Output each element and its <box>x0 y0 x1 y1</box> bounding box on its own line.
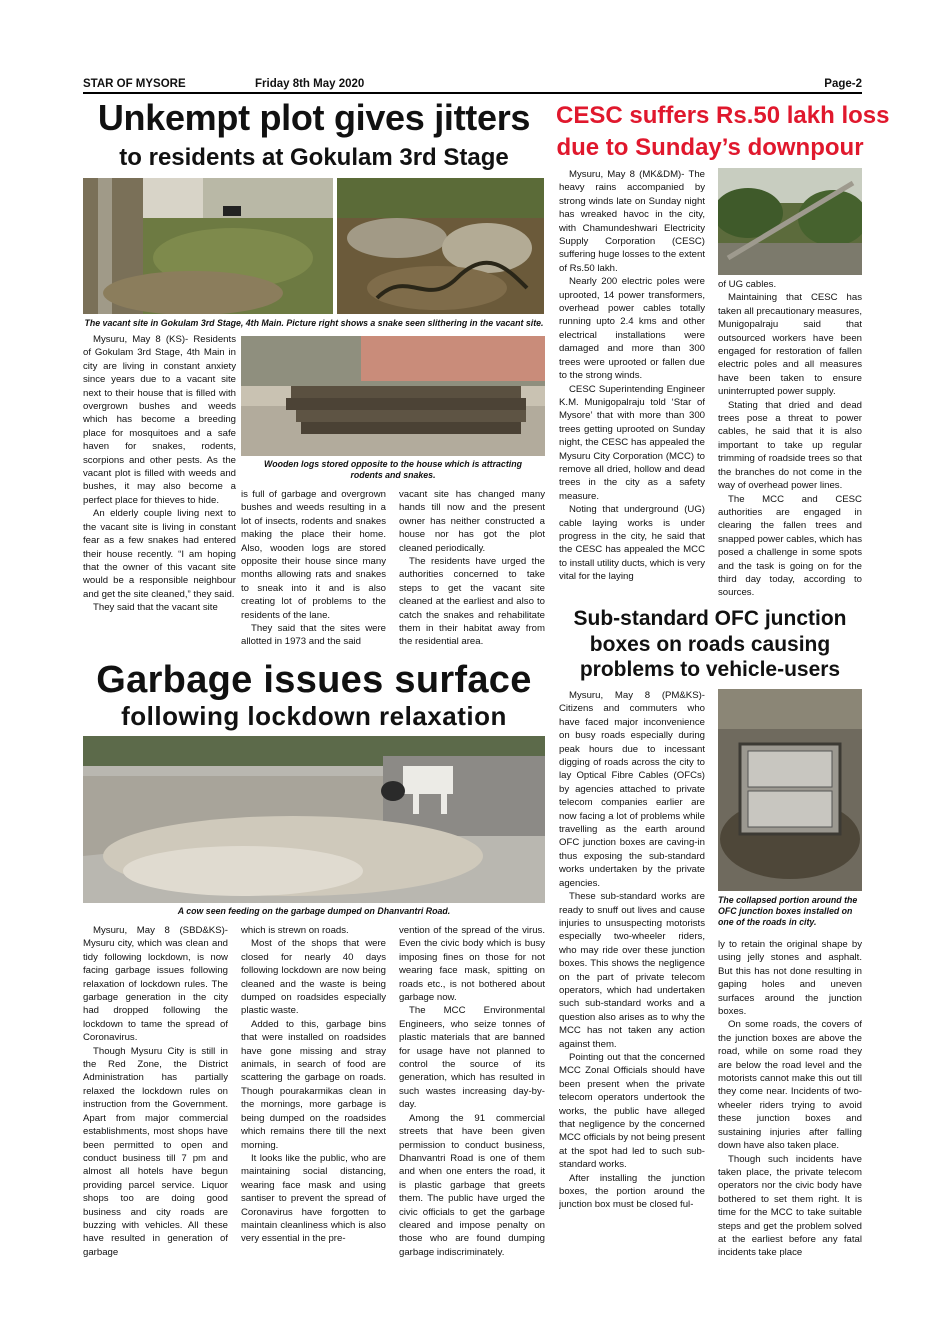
story3-col3-para: The MCC Environmental Engineers, who seize tonnes of plastic materials that are banned for usage have not planned to control the source of its generation, which has resulted in such wastes increasing day-by-day. <box>399 1005 545 1111</box>
story1-photo-caption: The vacant site in Gokulam 3rd Stage, 4th Main. Picture right shows a snake seen slithering in the vacant site. <box>84 318 544 328</box>
story2-col2-para: The MCC and CESC authorities are engaged in clearing the fallen trees and snapped power cables, which has posed a challenge in some spots and the task is going on for the third day today, according to sources. <box>718 493 862 599</box>
story3-col2-para: Added to this, garbage bins that were installed on roadsides have gone missing and stray animals, in search of food are scattering the garbage on roads. Though pourakarmikas clean in the mornings, more garbage is being dumped on the roadsides which remains there till the next morning. <box>241 1018 386 1151</box>
story4-col2-para: On some roads, the covers of the junction boxes are above the road, while on some road they are below the road level and the motorists cannot make this out till they come near. Incidents of two-wheeler riders trying to avoid these junction boxes and sustaining injuries after falling down have also taken place. <box>718 1019 862 1152</box>
story3-col1-para: Though Mysuru City is still in the Red Zone, the District Administration has partially relaxed the lockdown rules on instruction from the Government. Apart from major commercial establishments, most shops have been permitted to open and conduct business till 7 pm and almost all hotels have begun providing parcel service. Liquor shops too are doing good business and city roads are buzzing with vehicles. All these have resulted in generation of garbage <box>83 1045 228 1258</box>
story3-col3-para: vention of the spread of the virus. Even the civic body which is busy imposing fines on those for not wearing face mask, spitting on roads etc., is not bothered about garbage now. <box>399 925 545 1004</box>
story1-column-1 <box>83 333 236 655</box>
story4-col2-para: Though such incidents have taken place, the private telecom operators nor the civic body have bothered to set them right. It is time for the MCC to take suitable steps and get the problem solved at the earliest before any fatal incidents take place <box>718 1153 862 1259</box>
story3-col2-para: It looks like the public, who are maintaining social distancing, wearing face mask and using santiser to prevent the spread of Coronavirus have forgotten to maintain cleanliness which is also very essential in the pre- <box>241 1152 386 1245</box>
story4-col1-para: After installing the junction boxes, the portion around the junction box must be closed ful- <box>559 1172 705 1211</box>
story1-col2-para: is full of garbage and overgrown bushes and weeds resulting in a lot of insects, rodents and snakes making the place their home. Also, wooden logs are stored opposite their house since many months allowing rats and snakes to sneak into it and is also creating lot of problems to the residents of the lane. <box>241 489 386 621</box>
story3-subhead: following lockdown relaxation <box>121 701 507 731</box>
story2-column-1 <box>559 168 705 600</box>
logs-photo-caption: Wooden logs stored opposite to the house which is attracting rodents and snakes. <box>264 459 522 480</box>
story2-col2-para: Maintaining that CESC has taken all precautionary measures, Munigopalraju said that outsourced workers have been engaged for restoration of fallen electric poles and all measures have been taken to ensure uninterrupted power supply. <box>718 292 862 398</box>
story4-headline-line2: boxes on roads causing <box>589 633 831 656</box>
story3-col3-para: Among the 91 commercial streets that have been given permission to conduct business, Dhanvantri Road is one of them and when one enters the road, it is plastic garbage that greets them. The public have urged the civic officials to get the garbage cleared and impose penalty on those who are found dumping garbage indiscriminately. <box>399 1112 545 1258</box>
story1-col3-para: The residents have urged the authorities concerned to take steps to get the vacant site cleaned at the earliest and also to catch the snakes and rehabilitate them in their habitat away from the residential area. <box>399 556 545 648</box>
story2-column-2 <box>718 278 862 600</box>
story1-column-2 <box>241 488 386 656</box>
story1-column-3 <box>399 488 545 656</box>
story3-col1-para: Mysuru, May 8 (SBD&KS)- Mysuru city, which was clean and tidy following lockdown, is now facing garbage issues following relaxation of lockdown rules. The garbage generation in the city had dropped following the lockdown to tame the spread of Coronavirus. <box>83 925 228 1044</box>
story2-headline-line1: CESC suffers Rs.50 lakh loss <box>556 102 890 129</box>
issue-date: Friday 8th May 2020 <box>255 78 365 90</box>
story2-col1-para: Mysuru, May 8 (MK&DM)- The heavy rains accompanied by strong winds late on Sunday night has wreaked havoc in the city, with Chamundeshwari Electricity Supply Corporation (CESC) suffering huge losses to the extent of Rs.50 lakh. <box>559 169 705 274</box>
garbage-cow-photo <box>83 736 545 903</box>
story4-column-1 <box>559 689 705 1265</box>
story1-col2-para: They said that the sites were allotted in 1973 and the said <box>241 623 386 648</box>
story3-photo-caption: A cow seen feeding on the garbage dumped on Dhanvantri Road. <box>177 906 451 916</box>
story3-col2-para: Most of the shops that were closed for nearly 40 days following lockdown are now being cleaned and the waste is being dumped on roadsides especially plastic waste. <box>241 938 386 1017</box>
story4-headline-line1: Sub-standard OFC junction <box>573 607 847 630</box>
story2-col1-para: Nearly 200 electric poles were uprooted, 14 power transformers, overhead power cables totally running upto 2.4 kms and other electrical installations were damaged and more than 300 trees were uprooted or fallen due to the strong winds. <box>559 276 705 382</box>
page-number: Page-2 <box>824 78 862 90</box>
story4-column-2 <box>718 938 862 1266</box>
paper-name: STAR OF MYSORE <box>83 78 186 90</box>
story2-col2-para: of UG cables. <box>718 279 777 290</box>
story1-headline: Unkempt plot gives jitters <box>97 97 531 138</box>
story2-col1-para: Noting that underground (UG) cable laying works is under progress in the city, he said that the CESC has appealed the MCC to install utility ducts, which is very vital for the laying <box>559 504 705 583</box>
story3-col2-para: which is strewn on roads. <box>241 925 349 936</box>
story4-col1-para: Mysuru, May 8 (PM&KS)- Citizens and commuters who have faced major inconvenience on busy roads especially during peak hours due to incessant digging of roads across the city to lay Optical Fibre Cables (OFCs) by agencies attached to private telecom companies earlier are now facing a lot of problems while travelling as the earth around OFC junction boxes are caving-in thus exposing the sub-standard works undertaken by the private agencies. <box>559 690 705 889</box>
story4-col1-para: Pointing out that the concerned MCC Zonal Officials should have been present when the private telecom operators undertook the works, the public have alleged that negligence by the concerned MCC officials by not being present at the spot had led to such sub-standard works. <box>559 1051 705 1171</box>
story2-col1-para: CESC Superintending Engineer K.M. Munigopalraju told ‘Star of Mysore’ that with more than 300 trees getting uprooted on Sunday night, the CESC has appealed the Mysuru City Corporation (MCC) to remove all dried, hollow and dead trees in the city as a safety measure. <box>559 383 705 502</box>
story4-col2-para: ly to retain the original shape by using jelly stones and asphalt. But this has not done resulting in gaping holes and uneven surfaces around the junction boxes. <box>718 939 862 1018</box>
story2-col2-para: Stating that dried and dead trees pose a threat to power cables, he said that it is also important to take up regular trimming of roadside trees so that the branches do not come in the way of overhead power lines. <box>718 399 862 492</box>
story4-headline-line3: problems to vehicle-users <box>579 658 841 681</box>
story1-col3-para: vacant site has changed many hands till now and the present owner has neither constructed a house nor has got the plot cleaned periodically. <box>399 489 545 554</box>
story1-col1-para: Mysuru, May 8 (KS)- Residents of Gokulam 3rd Stage, 4th Main in city are living in constant anxiety since years due to a vacant site next to their house that is filled with overgrown bushes and weeds which has become a breeding place for mosquitoes and a safe haven for snakes, rodents, scorpions and other pests. As the vacant plot is filled with weeds and bushes, it may also become a perfect place for thieves to hide. <box>83 334 236 506</box>
junction-box-photo <box>718 689 862 891</box>
story1-col1-para: They said that the vacant site <box>93 602 218 614</box>
story3-column-2 <box>241 924 386 1266</box>
story3-column-3 <box>399 924 545 1266</box>
story1-col1-para: An elderly couple living next to the vacant site is living in constant fear as a few snakes had entered their house recently. “I am hoping that the owner of this vacant site would be a responsible neighbour and get the site cleaned,” they said. <box>83 508 236 600</box>
masthead-rule <box>83 92 862 94</box>
fallen-pole-photo <box>718 168 862 275</box>
story4-photo-caption: The collapsed portion around the OFC junction boxes installed on one of the roads in city. <box>718 895 858 927</box>
logs-photo <box>241 336 545 456</box>
snake-photo <box>337 178 544 314</box>
story3-headline: Garbage issues surface <box>96 659 532 701</box>
masthead <box>83 76 862 92</box>
story4-col1-para: These sub-standard works are ready to snuff out lives and cause injuries to unsuspecting motorists especially two-wheeler riders, who may ride over these junction boxes. This shows the negligence on the part of private telecom operators, which had undertaken such sub-standard works and a question also arises as to why the MCC has not taken any action against them. <box>559 891 705 1050</box>
story1-subhead: to residents at Gokulam 3rd Stage <box>119 144 509 171</box>
story3-column-1 <box>83 924 228 1266</box>
story2-headline-line2: due to Sunday’s downpour <box>556 134 864 161</box>
vacant-site-photo <box>83 178 333 314</box>
